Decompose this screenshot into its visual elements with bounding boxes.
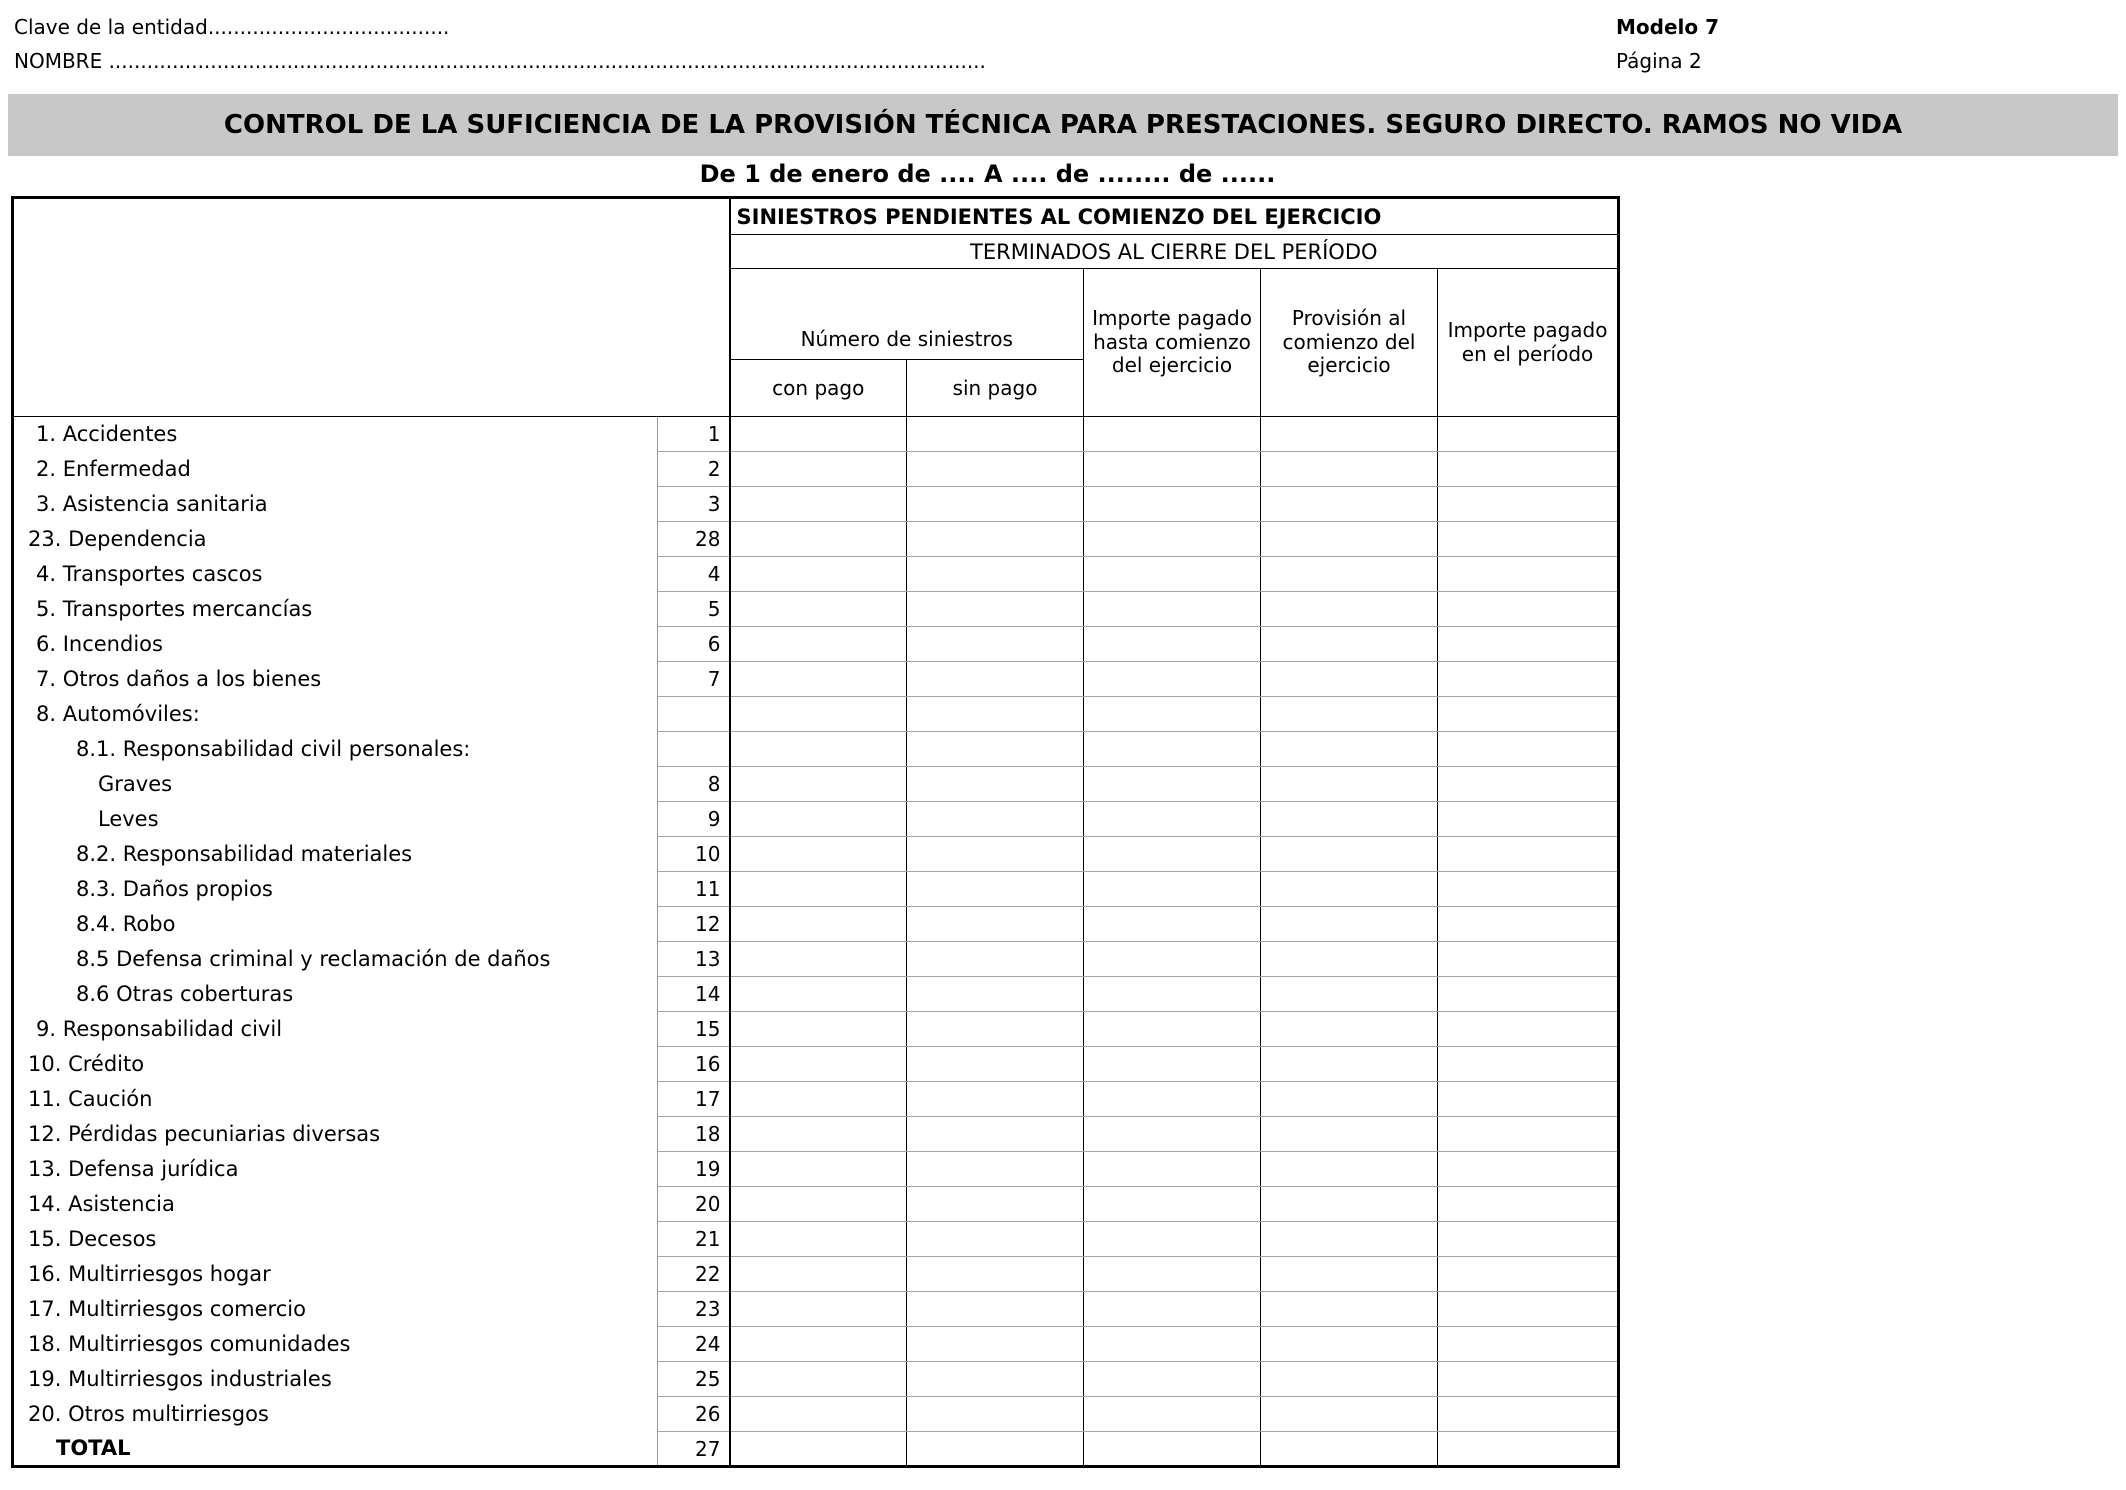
data-cell — [1084, 1362, 1261, 1397]
data-cell — [1084, 417, 1261, 452]
data-cell — [1438, 837, 1619, 872]
data-cell — [1261, 1432, 1438, 1467]
header-con-pago: con pago — [730, 360, 907, 417]
table-row — [13, 942, 1619, 977]
row-label: Leves — [98, 807, 159, 831]
row-label: 8.6 Otras coberturas — [76, 982, 294, 1006]
row-number: 5 — [658, 592, 730, 627]
data-cell — [907, 767, 1084, 802]
data-cell — [1261, 1362, 1438, 1397]
table-corner — [13, 198, 730, 417]
data-cell — [1261, 1397, 1438, 1432]
entity-key-label: Clave de la entidad...................................... — [14, 15, 450, 39]
table-row — [13, 1397, 1619, 1432]
data-cell — [1084, 592, 1261, 627]
data-cell — [1261, 872, 1438, 907]
row-label: 4. Transportes cascos — [36, 562, 263, 586]
data-cell — [1438, 1362, 1619, 1397]
data-cell — [730, 1397, 907, 1432]
table-row — [13, 452, 1619, 487]
data-cell — [907, 1222, 1084, 1257]
row-number: 6 — [658, 627, 730, 662]
data-cell — [730, 1432, 907, 1467]
data-cell — [730, 1117, 907, 1152]
data-cell — [1261, 627, 1438, 662]
data-cell — [907, 1432, 1084, 1467]
data-cell — [1438, 802, 1619, 837]
data-cell — [907, 557, 1084, 592]
header-sin-pago: sin pago — [907, 360, 1084, 417]
table-row — [13, 1082, 1619, 1117]
data-cell — [907, 1187, 1084, 1222]
row-number: 2 — [658, 452, 730, 487]
data-cell — [730, 417, 907, 452]
data-cell — [1084, 802, 1261, 837]
table-row — [13, 802, 1619, 837]
data-cell — [730, 592, 907, 627]
table-header — [13, 198, 1619, 417]
data-cell — [1261, 697, 1438, 732]
data-cell — [1438, 1327, 1619, 1362]
table-row — [13, 417, 1619, 452]
data-cell — [730, 872, 907, 907]
data-cell — [1084, 1047, 1261, 1082]
data-cell — [730, 732, 907, 767]
model-block — [1616, 10, 1719, 78]
data-cell — [907, 417, 1084, 452]
data-cell — [1438, 417, 1619, 452]
data-cell — [1261, 942, 1438, 977]
data-cell — [1261, 592, 1438, 627]
data-cell — [1438, 557, 1619, 592]
data-cell — [730, 487, 907, 522]
form-title-bar — [8, 94, 2118, 156]
table-row — [13, 1362, 1619, 1397]
data-cell — [1438, 1222, 1619, 1257]
data-cell — [907, 1327, 1084, 1362]
model-number: Modelo 7 — [1616, 15, 1719, 39]
data-cell — [907, 697, 1084, 732]
data-cell — [730, 907, 907, 942]
data-cell — [907, 1292, 1084, 1327]
data-cell — [1438, 872, 1619, 907]
data-cell — [730, 1152, 907, 1187]
entity-name-label: NOMBRE .......................................................................................................................................... — [14, 49, 986, 73]
data-cell — [1084, 1082, 1261, 1117]
row-label: Graves — [98, 772, 173, 796]
table-row — [13, 837, 1619, 872]
data-cell — [907, 1152, 1084, 1187]
data-cell — [907, 522, 1084, 557]
row-number: 9 — [658, 802, 730, 837]
row-number: 20 — [658, 1187, 730, 1222]
row-number: 28 — [658, 522, 730, 557]
row-number: 25 — [658, 1362, 730, 1397]
data-cell — [1438, 732, 1619, 767]
data-cell — [1438, 1397, 1619, 1432]
data-cell — [1084, 1327, 1261, 1362]
data-cell — [730, 1082, 907, 1117]
row-label: 7. Otros daños a los bienes — [36, 667, 322, 691]
data-cell — [1084, 1117, 1261, 1152]
data-cell — [1261, 417, 1438, 452]
table-row — [13, 627, 1619, 662]
data-cell — [1084, 557, 1261, 592]
data-cell — [1084, 522, 1261, 557]
table-row — [13, 557, 1619, 592]
data-cell — [730, 1187, 907, 1222]
data-cell — [730, 1012, 907, 1047]
data-cell — [907, 907, 1084, 942]
entity-block — [14, 10, 2112, 78]
row-number: 16 — [658, 1047, 730, 1082]
data-cell — [1438, 1187, 1619, 1222]
data-cell — [1261, 1222, 1438, 1257]
table-row — [13, 522, 1619, 557]
data-cell — [1438, 767, 1619, 802]
data-cell — [1261, 837, 1438, 872]
data-cell — [1084, 1222, 1261, 1257]
data-cell — [1261, 1117, 1438, 1152]
data-cell — [1084, 1012, 1261, 1047]
data-cell — [1438, 977, 1619, 1012]
row-label: 23. Dependencia — [28, 527, 207, 551]
data-cell — [1084, 452, 1261, 487]
row-number: 7 — [658, 662, 730, 697]
table-row — [13, 1187, 1619, 1222]
data-cell — [1084, 487, 1261, 522]
row-label: 15. Decesos — [28, 1227, 157, 1251]
table-row — [13, 662, 1619, 697]
data-cell — [1084, 1257, 1261, 1292]
data-cell — [730, 1222, 907, 1257]
row-label: TOTAL — [56, 1436, 131, 1461]
data-cell — [1084, 1187, 1261, 1222]
data-cell — [907, 837, 1084, 872]
data-cell — [1438, 1117, 1619, 1152]
data-cell — [730, 977, 907, 1012]
row-label: 9. Responsabilidad civil — [36, 1017, 283, 1041]
data-cell — [907, 942, 1084, 977]
table-row — [13, 1047, 1619, 1082]
table-row — [13, 1327, 1619, 1362]
data-cell — [1261, 802, 1438, 837]
table-row — [13, 872, 1619, 907]
row-number: 4 — [658, 557, 730, 592]
data-cell — [730, 1362, 907, 1397]
row-label: 18. Multirriesgos comunidades — [28, 1332, 351, 1356]
row-label: 10. Crédito — [28, 1052, 145, 1076]
row-number: 19 — [658, 1152, 730, 1187]
header-importe-pagado-periodo: Importe pagado en el período — [1438, 269, 1619, 417]
table-row — [13, 907, 1619, 942]
header-importe-pagado-hasta: Importe pagado hasta comienzo del ejercicio — [1084, 269, 1261, 417]
data-cell — [1261, 1187, 1438, 1222]
data-cell — [1261, 1257, 1438, 1292]
data-cell — [907, 1397, 1084, 1432]
data-cell — [907, 1117, 1084, 1152]
data-cell — [1084, 697, 1261, 732]
row-label: 8.2. Responsabilidad materiales — [76, 842, 413, 866]
data-cell — [1261, 1047, 1438, 1082]
row-label: 6. Incendios — [36, 632, 163, 656]
data-cell — [1261, 1292, 1438, 1327]
table-row — [13, 697, 1619, 732]
data-cell — [1261, 662, 1438, 697]
row-label: 1. Accidentes — [36, 422, 178, 447]
row-number — [658, 697, 730, 732]
data-cell — [1438, 487, 1619, 522]
data-cell — [907, 1082, 1084, 1117]
data-cell — [907, 452, 1084, 487]
data-cell — [1084, 977, 1261, 1012]
row-number: 27 — [658, 1432, 730, 1467]
data-cell — [1084, 627, 1261, 662]
row-label: 20. Otros multirriesgos — [28, 1402, 269, 1426]
data-cell — [730, 697, 907, 732]
data-cell — [907, 487, 1084, 522]
data-cell — [1261, 487, 1438, 522]
data-cell — [730, 837, 907, 872]
data-cell — [1261, 1012, 1438, 1047]
data-cell — [1438, 1012, 1619, 1047]
data-cell — [1261, 452, 1438, 487]
data-cell — [730, 1047, 907, 1082]
data-cell — [1438, 907, 1619, 942]
data-cell — [907, 977, 1084, 1012]
data-cell — [1084, 662, 1261, 697]
data-cell — [907, 662, 1084, 697]
table-row — [13, 1432, 1619, 1467]
table-row — [13, 1292, 1619, 1327]
data-cell — [1438, 1082, 1619, 1117]
row-number: 11 — [658, 872, 730, 907]
row-number: 17 — [658, 1082, 730, 1117]
row-label: 17. Multirriesgos comercio — [28, 1297, 306, 1321]
data-cell — [730, 452, 907, 487]
table-row — [13, 1152, 1619, 1187]
row-number: 22 — [658, 1257, 730, 1292]
table-row — [13, 1117, 1619, 1152]
row-label: 11. Caución — [28, 1087, 153, 1111]
row-number: 18 — [658, 1117, 730, 1152]
row-number: 13 — [658, 942, 730, 977]
data-cell — [1438, 1292, 1619, 1327]
data-cell — [1261, 522, 1438, 557]
row-number: 26 — [658, 1397, 730, 1432]
row-label: 13. Defensa jurídica — [28, 1157, 239, 1181]
data-cell — [1084, 1432, 1261, 1467]
row-number: 12 — [658, 907, 730, 942]
data-cell — [1438, 522, 1619, 557]
form-title: CONTROL DE LA SUFICIENCIA DE LA PROVISIÓN TÉCNICA PARA PRESTACIONES. SEGURO DIRECTO. RAMOS NO VIDA — [223, 110, 1903, 140]
data-cell — [907, 732, 1084, 767]
row-number: 1 — [658, 417, 730, 452]
row-number: 23 — [658, 1292, 730, 1327]
data-cell — [1261, 977, 1438, 1012]
page-number: Página 2 — [1616, 49, 1702, 73]
data-cell — [730, 802, 907, 837]
data-cell — [730, 1327, 907, 1362]
data-cell — [1261, 1327, 1438, 1362]
form-subtitle: De 1 de enero de .... A .... de ........ de ...... — [699, 160, 1276, 188]
table-row — [13, 977, 1619, 1012]
table-row — [13, 592, 1619, 627]
data-cell — [730, 767, 907, 802]
table-row — [13, 1012, 1619, 1047]
data-cell — [730, 522, 907, 557]
data-cell — [1438, 627, 1619, 662]
data-cell — [1438, 1152, 1619, 1187]
row-label: 8.3. Daños propios — [76, 877, 273, 901]
row-label: 8. Automóviles: — [36, 702, 200, 726]
data-cell — [1438, 1432, 1619, 1467]
row-label: 3. Asistencia sanitaria — [36, 492, 268, 516]
header-provision-comienzo: Provisión al comienzo del ejercicio — [1261, 269, 1438, 417]
data-cell — [1261, 1082, 1438, 1117]
data-cell — [1084, 907, 1261, 942]
claims-table — [11, 196, 1620, 1468]
data-cell — [1438, 1047, 1619, 1082]
row-number: 3 — [658, 487, 730, 522]
data-cell — [1084, 837, 1261, 872]
row-label: 8.4. Robo — [76, 912, 176, 936]
data-cell — [907, 1047, 1084, 1082]
table-row — [13, 1257, 1619, 1292]
header-siniestros-pendientes: SINIESTROS PENDIENTES AL COMIENZO DEL EJERCICIO — [730, 198, 1619, 235]
data-cell — [1261, 1152, 1438, 1187]
form-header — [0, 0, 2126, 78]
data-cell — [907, 872, 1084, 907]
data-cell — [1261, 767, 1438, 802]
row-number — [658, 732, 730, 767]
data-cell — [730, 1257, 907, 1292]
row-label: 2. Enfermedad — [36, 457, 191, 481]
data-cell — [1438, 1257, 1619, 1292]
data-cell — [1084, 942, 1261, 977]
data-cell — [907, 802, 1084, 837]
table-row — [13, 767, 1619, 802]
row-label: 5. Transportes mercancías — [36, 597, 313, 621]
data-cell — [1084, 767, 1261, 802]
data-cell — [1084, 872, 1261, 907]
data-cell — [1084, 732, 1261, 767]
data-cell — [730, 627, 907, 662]
data-cell — [730, 942, 907, 977]
row-label: 8.5 Defensa criminal y reclamación de daños — [76, 947, 551, 971]
data-cell — [907, 1257, 1084, 1292]
header-numero-siniestros: Número de siniestros — [730, 269, 1084, 360]
data-cell — [907, 1362, 1084, 1397]
data-cell — [730, 557, 907, 592]
row-label: 8.1. Responsabilidad civil personales: — [76, 737, 471, 761]
row-label: 19. Multirriesgos industriales — [28, 1367, 332, 1391]
data-cell — [730, 662, 907, 697]
table-row — [13, 487, 1619, 522]
row-number: 21 — [658, 1222, 730, 1257]
row-label: 16. Multirriesgos hogar — [28, 1262, 271, 1286]
table-row — [13, 1222, 1619, 1257]
data-cell — [730, 1292, 907, 1327]
data-cell — [1438, 662, 1619, 697]
row-number: 15 — [658, 1012, 730, 1047]
row-number: 14 — [658, 977, 730, 1012]
data-cell — [907, 627, 1084, 662]
data-cell — [1438, 452, 1619, 487]
data-cell — [907, 592, 1084, 627]
row-label: 12. Pérdidas pecuniarias diversas — [28, 1122, 381, 1146]
row-number: 10 — [658, 837, 730, 872]
row-number: 24 — [658, 1327, 730, 1362]
data-cell — [1438, 697, 1619, 732]
data-cell — [1084, 1292, 1261, 1327]
table-row — [13, 732, 1619, 767]
data-cell — [1438, 592, 1619, 627]
data-cell — [1261, 732, 1438, 767]
data-cell — [1438, 942, 1619, 977]
data-cell — [1084, 1152, 1261, 1187]
row-number: 8 — [658, 767, 730, 802]
data-cell — [907, 1012, 1084, 1047]
row-label: 14. Asistencia — [28, 1192, 175, 1216]
data-cell — [1261, 907, 1438, 942]
data-cell — [1261, 557, 1438, 592]
table-body — [13, 417, 1619, 1467]
header-terminados-cierre: TERMINADOS AL CIERRE DEL PERÍODO — [730, 235, 1619, 269]
data-cell — [1084, 1397, 1261, 1432]
